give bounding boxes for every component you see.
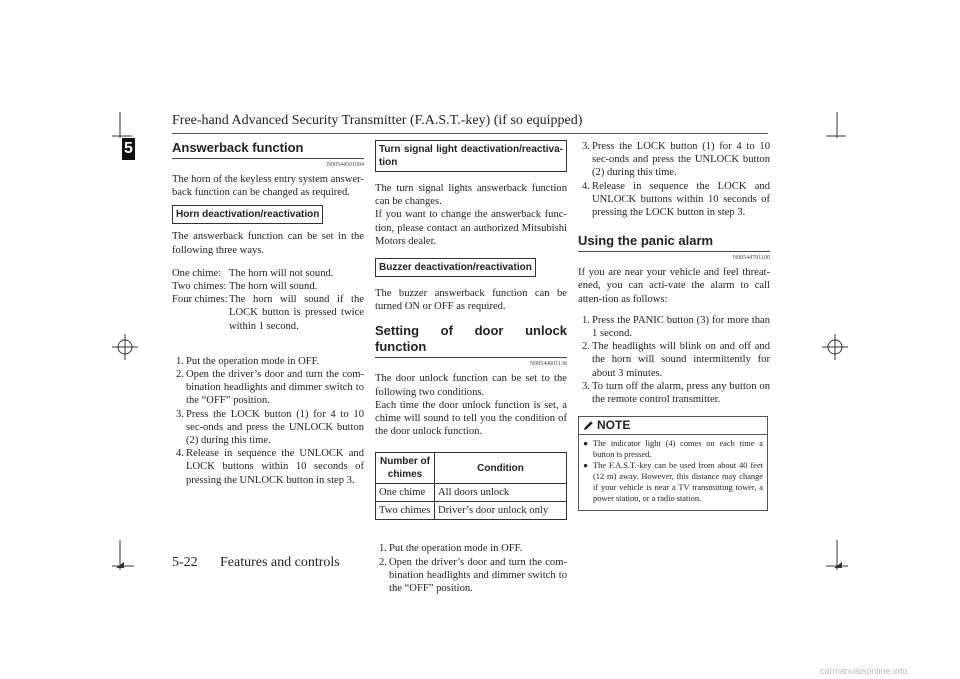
bullet-icon: ●: [583, 461, 589, 471]
note-pencil-icon: [583, 420, 594, 431]
bullet-icon: ●: [583, 439, 589, 449]
table-row: Two chimes Driver’s door unlock only: [376, 502, 567, 520]
paragraph: The door unlock function can be set to the following two conditions.: [375, 373, 567, 398]
column-1: [172, 140, 364, 487]
table-row: One chime All doors unlock: [376, 484, 567, 502]
list-item: Two chimes: The horn will sound.: [172, 281, 318, 293]
registration-mark-left: [112, 334, 138, 360]
section-heading-door-unlock: [375, 323, 567, 358]
list-item: ● The indicator light (4) comes on each time a button is pressed.: [583, 439, 763, 460]
chime-options-list: [172, 267, 364, 333]
section-heading-answerback: [172, 140, 364, 159]
paragraph: If you are near your vehicle and feel threat-ened, you can acti-vate the alarm to call atten-tion as follows:: [578, 267, 770, 305]
list-item: 2. Open the driver’s door and turn the com-bination headlights and dimmer switch to the “OFF” position.: [176, 369, 364, 407]
note-title: NOTE: [597, 418, 631, 433]
table-header: Number of chimes: [376, 453, 435, 484]
crop-mark-bottom-left: [112, 540, 134, 570]
list-item: 3. Press the LOCK button (1) for 4 to 10 sec-onds and press the UNLOCK button (2) during this time.: [582, 141, 770, 179]
crop-mark-top-left: [112, 112, 132, 138]
section-code: N00544701100: [732, 255, 770, 262]
list-item: Four chimes: The horn will sound if the LOCK button is pressed twice within 1 second.: [172, 294, 364, 332]
registration-mark-right: [822, 334, 848, 360]
paragraph: The turn signal lights answerback function can be changes.: [375, 183, 567, 208]
column-2: [375, 140, 567, 595]
list-item: 3. To turn off the alarm, press any button on the remote control transmitter.: [582, 380, 770, 406]
page-number: 5-22: [172, 555, 198, 570]
step-list: [578, 314, 770, 406]
list-item: 1. Put the operation mode in OFF.: [379, 543, 523, 555]
note-header: [579, 419, 767, 434]
section-heading-panic: [578, 233, 770, 252]
paragraph: Each time the door unlock function is set, a chime will sound to tell you the condition of the door unlock function.: [375, 399, 567, 438]
paragraph: The buzzer answerback function can be turned ON or OFF as required.: [375, 288, 567, 313]
page-footer: [172, 555, 340, 571]
list-item: 2. The headlights will blink on and off and the horn will sound intermittently for about 3 minutes.: [582, 341, 770, 379]
list-item: 2. Open the driver’s door and turn the com-bination headlights and dimmer switch to the “OFF” position.: [379, 556, 567, 595]
watermark: carmanualsonline.info: [820, 666, 908, 676]
list-item: One chime: The horn will not sound.: [172, 267, 334, 279]
footer-section: Features and controls: [220, 555, 340, 570]
paragraph: The answerback function can be set in the following three ways.: [172, 231, 364, 256]
list-item: ● The F.A.S.T.-key can be used from about 40 feet (12 m) away. However, this distance may change if your vehicle is near a TV transmitting tower, a power station, or a radio station.: [583, 461, 763, 504]
crop-mark-top-right: [826, 112, 846, 138]
list-item: 4. Release in sequence the LOCK and UNLOCK buttons within 10 seconds of pressing the LOCK button in step 3.: [582, 180, 770, 219]
step-list: [578, 140, 770, 219]
list-item: 4. Release in sequence the UNLOCK and LOCK buttons within 10 seconds of pressing the UNLOCK button in step 3.: [176, 448, 364, 486]
subheading-turn-signal: Turn signal light deactivation/reactiva-tion: [375, 140, 567, 172]
paragraph: The horn of the keyless entry system answer-back function can be changed as required.: [172, 174, 364, 199]
section-title: Using the panic alarm: [578, 233, 714, 249]
column-3: [578, 140, 770, 511]
door-unlock-table: [375, 452, 567, 520]
list-item: 1. Press the PANIC button (3) for more than 1 second.: [582, 314, 770, 340]
subheading-horn: Horn deactivation/reactivation: [172, 205, 323, 224]
section-title: Answerback function: [172, 140, 304, 155]
subheading-buzzer: Buzzer deactivation/reactivation: [375, 258, 536, 277]
list-item: 3. Press the LOCK button (1) for 4 to 10 sec-onds and press the UNLOCK button (2) during this time.: [176, 408, 364, 447]
section-title: Setting of door unlock function: [375, 323, 567, 355]
section-code: N00544601138: [529, 361, 567, 368]
paragraph: If you want to change the answerback func-tion, please contact an authorized Mitsubishi Motors dealer.: [375, 209, 567, 247]
note-box: [578, 416, 768, 511]
list-item: 1. Put the operation mode in OFF.: [176, 355, 320, 367]
chapter-tab: 5: [122, 138, 135, 160]
header-rule: [172, 133, 768, 134]
crop-mark-bottom-right: [826, 540, 848, 570]
step-list: [375, 542, 567, 595]
table-header: Condition: [435, 453, 567, 484]
running-header: Free-hand Advanced Security Transmitter (F.A.S.T.-key) (if so equipped): [172, 113, 583, 128]
section-code: N00544501094: [326, 162, 364, 168]
step-list: [172, 355, 364, 487]
